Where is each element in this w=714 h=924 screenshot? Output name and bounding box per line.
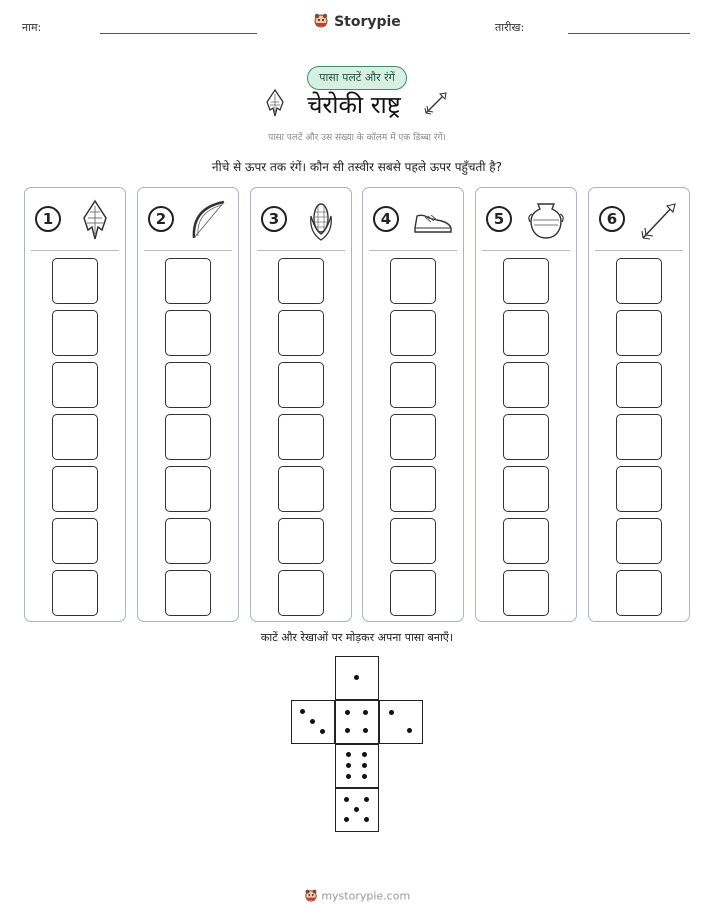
dice-pip — [346, 752, 351, 757]
arrow-icon — [637, 198, 681, 242]
color-box[interactable] — [503, 518, 549, 564]
dice-pip — [345, 710, 350, 715]
cut-instruction: काटें और रेखाओं पर मोड़कर अपना पासा बनाएँ। — [260, 631, 454, 644]
color-box[interactable] — [390, 466, 436, 512]
dice-pip — [362, 774, 367, 779]
activity-badge: पासा पलटें और रंगें — [307, 66, 407, 90]
divider — [595, 250, 683, 251]
shoe-icon — [411, 198, 455, 242]
dice-pip — [346, 763, 351, 768]
date-line[interactable] — [568, 33, 690, 34]
color-box[interactable] — [165, 518, 211, 564]
instruction: नीचे से ऊपर तक रंगें। कौन सी तस्वीर सबसे पहले ऊपर पहुँचती है? — [211, 160, 503, 174]
column-number: 4 — [373, 206, 399, 232]
dice-pip — [407, 728, 412, 733]
color-box[interactable] — [503, 362, 549, 408]
dice-face — [291, 700, 335, 744]
name-line[interactable] — [100, 33, 257, 34]
page-title — [0, 88, 714, 124]
arrow-icon — [422, 89, 450, 123]
color-box[interactable] — [165, 258, 211, 304]
dice-pip — [346, 774, 351, 779]
title-text: चेरोकी राष्ट्र — [307, 91, 401, 119]
dice-pip — [320, 729, 325, 734]
column-1 — [24, 187, 126, 622]
divider — [257, 250, 345, 251]
corn-icon — [299, 198, 343, 242]
color-box[interactable] — [390, 518, 436, 564]
color-box[interactable] — [52, 258, 98, 304]
dice-pip — [344, 797, 349, 802]
dice-pip — [344, 817, 349, 822]
column-4 — [362, 187, 464, 622]
dice-pip — [364, 797, 369, 802]
dice-face — [335, 788, 379, 832]
color-box[interactable] — [52, 466, 98, 512]
dice-pip — [363, 728, 368, 733]
column-number: 1 — [35, 206, 61, 232]
color-box[interactable] — [52, 310, 98, 356]
bow-icon — [186, 198, 230, 242]
dice-face — [335, 744, 379, 788]
color-box[interactable] — [616, 414, 662, 460]
divider — [144, 250, 232, 251]
color-box[interactable] — [616, 258, 662, 304]
color-box[interactable] — [616, 310, 662, 356]
dice-face — [335, 700, 379, 744]
subtitle: पासा पलटें और उस संख्या के कॉलम में एक डिब्बा रंगें। — [268, 133, 446, 143]
divider — [31, 250, 119, 251]
color-box[interactable] — [616, 362, 662, 408]
color-box[interactable] — [616, 518, 662, 564]
color-box[interactable] — [278, 466, 324, 512]
color-box[interactable] — [165, 362, 211, 408]
column-5 — [475, 187, 577, 622]
color-box[interactable] — [390, 310, 436, 356]
color-box[interactable] — [390, 570, 436, 616]
dice-face — [335, 656, 379, 700]
name-label: नाम: — [22, 21, 42, 34]
divider — [369, 250, 457, 251]
dice-pip — [364, 817, 369, 822]
divider — [482, 250, 570, 251]
footer — [0, 888, 714, 905]
color-box[interactable] — [278, 414, 324, 460]
color-box[interactable] — [503, 258, 549, 304]
arrowhead-icon — [264, 88, 286, 124]
column-2 — [137, 187, 239, 622]
color-box[interactable] — [503, 466, 549, 512]
brand-name: Storypie — [334, 14, 401, 30]
color-box[interactable] — [278, 310, 324, 356]
column-number: 3 — [261, 206, 287, 232]
color-box[interactable] — [390, 258, 436, 304]
dice-face — [379, 700, 423, 744]
pot-icon — [524, 198, 568, 242]
color-box[interactable] — [52, 518, 98, 564]
color-box[interactable] — [165, 466, 211, 512]
color-box[interactable] — [165, 414, 211, 460]
dice-pip — [300, 709, 305, 714]
column-3 — [250, 187, 352, 622]
color-box[interactable] — [503, 310, 549, 356]
dice-pip — [363, 710, 368, 715]
color-box[interactable] — [390, 414, 436, 460]
color-box[interactable] — [52, 570, 98, 616]
color-box[interactable] — [278, 570, 324, 616]
storypie-mascot-icon — [304, 888, 318, 905]
date-label: तारीख: — [495, 21, 525, 34]
color-box[interactable] — [278, 518, 324, 564]
footer-url: mystorypie.com — [321, 889, 411, 903]
dice-pip — [354, 807, 359, 812]
dice-pip — [310, 719, 315, 724]
column-number: 2 — [148, 206, 174, 232]
color-box[interactable] — [616, 570, 662, 616]
dice-pip — [362, 752, 367, 757]
color-box[interactable] — [278, 362, 324, 408]
color-box[interactable] — [52, 362, 98, 408]
dice-pip — [362, 763, 367, 768]
brand-logo — [0, 12, 714, 32]
color-box[interactable] — [165, 310, 211, 356]
color-box[interactable] — [278, 258, 324, 304]
color-box[interactable] — [503, 414, 549, 460]
column-number: 6 — [599, 206, 625, 232]
color-box[interactable] — [503, 570, 549, 616]
dice-pip — [389, 710, 394, 715]
storypie-mascot-icon — [313, 12, 329, 32]
color-box[interactable] — [165, 570, 211, 616]
color-box[interactable] — [52, 414, 98, 460]
arrowhead-icon — [73, 198, 117, 242]
column-6 — [588, 187, 690, 622]
column-number: 5 — [486, 206, 512, 232]
dice-pip — [354, 675, 359, 680]
color-box[interactable] — [616, 466, 662, 512]
dice-pip — [345, 728, 350, 733]
color-box[interactable] — [390, 362, 436, 408]
